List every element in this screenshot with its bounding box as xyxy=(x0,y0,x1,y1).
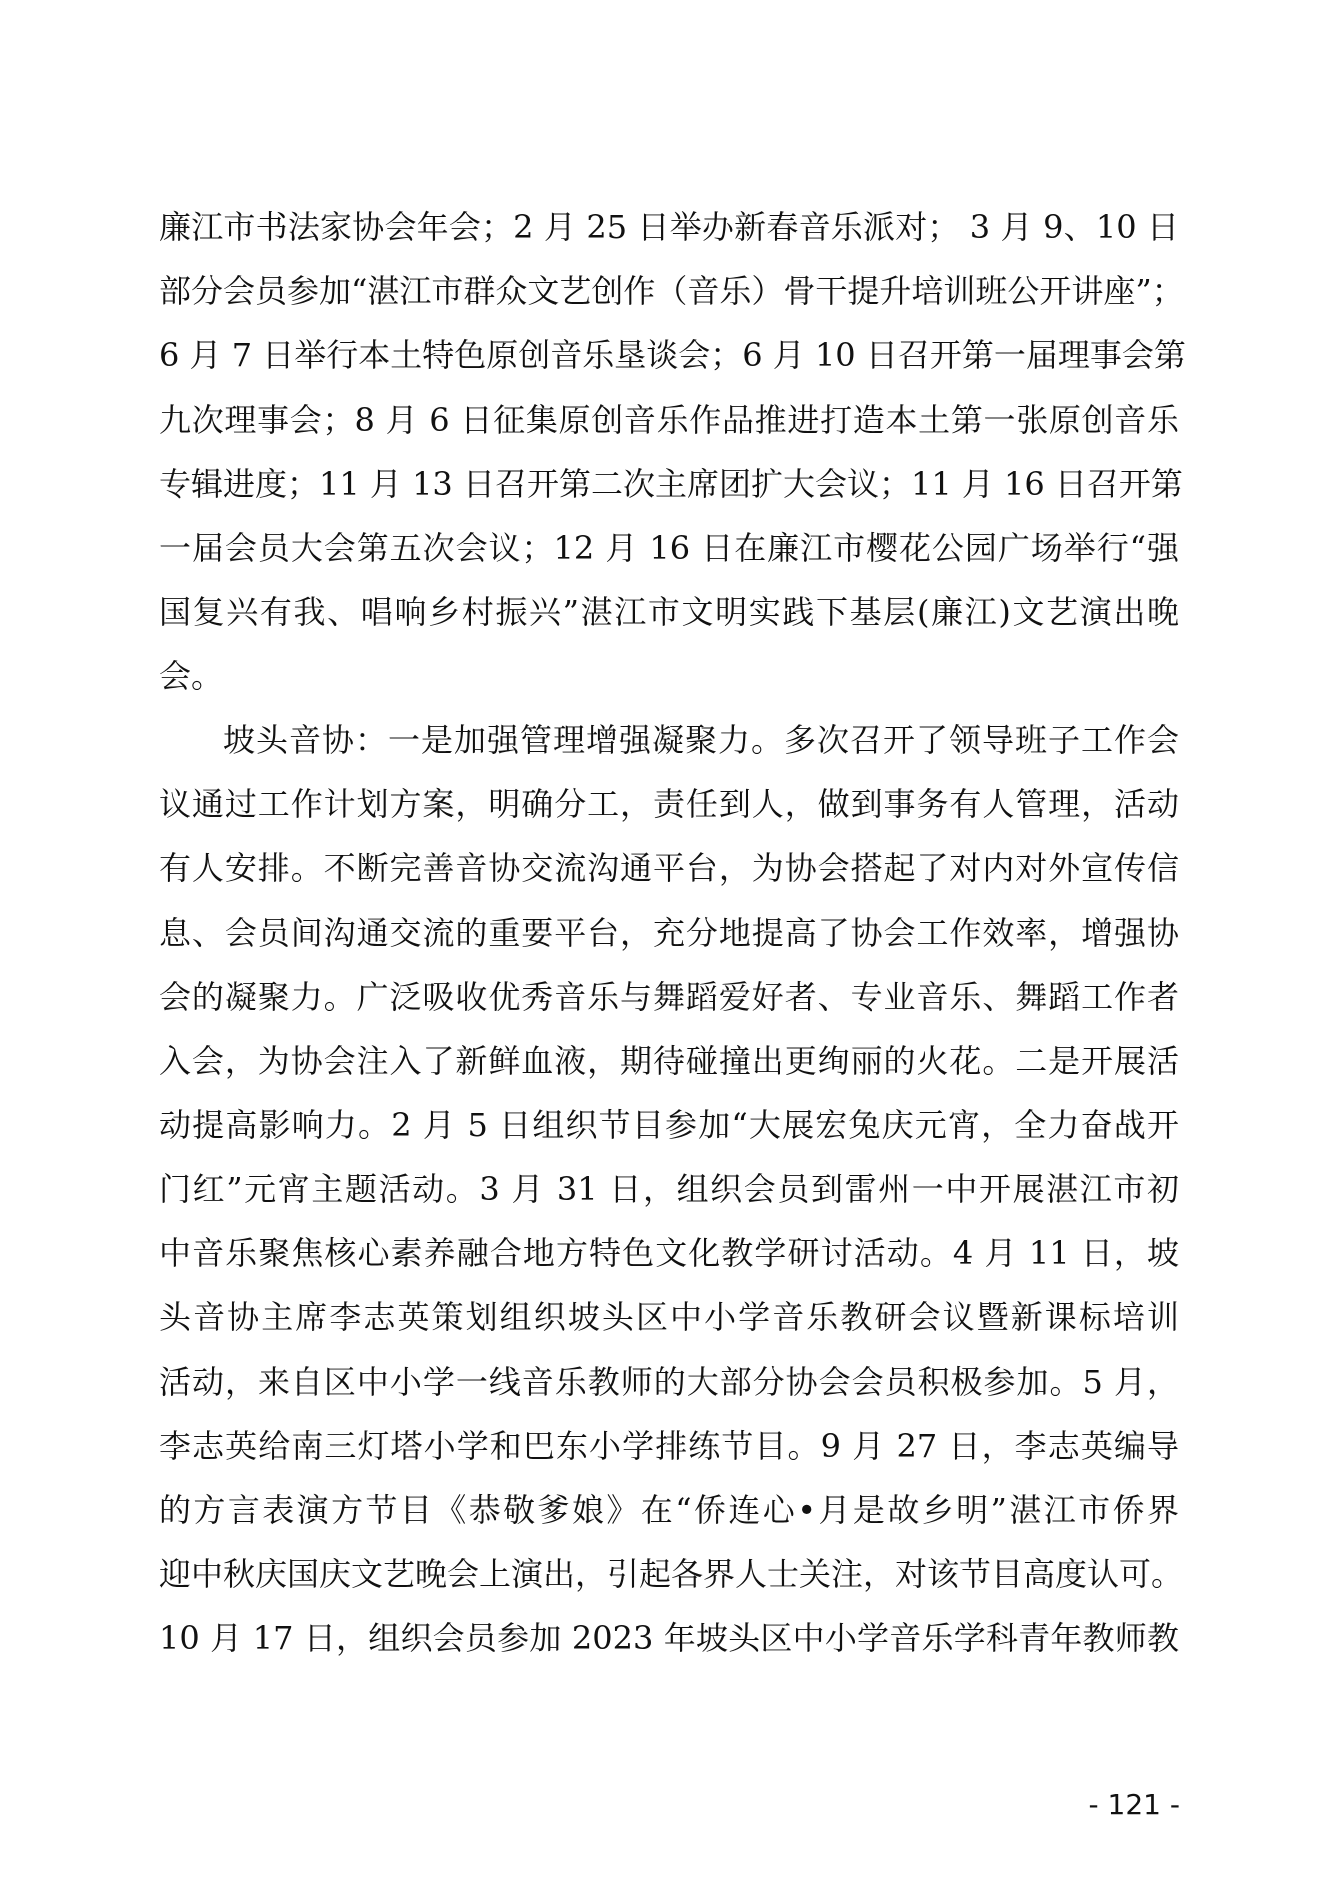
text-line: 有人安排。不断完善音协交流沟通平台，为协会搭起了对内对外宣传信 xyxy=(159,849,1179,887)
text-line: 入会，为协会注入了新鲜血液，期待碰撞出更绚丽的火花。二是开展活 xyxy=(159,1042,1179,1080)
text-line: 会的凝聚力。广泛吸收优秀音乐与舞蹈爱好者、专业音乐、舞蹈工作者 xyxy=(159,978,1179,1016)
text-line: 部分会员参加“湛江市群众文艺创作（音乐）骨干提升培训班公开讲座”； xyxy=(159,272,1184,310)
text-line: 廉江市书法家协会年会；2 月 25 日举办新春音乐派对； 3 月 9、10 日 xyxy=(159,208,1179,246)
text-line: 一届会员大会第五次会议；12 月 16 日在廉江市樱花公园广场举行“强 xyxy=(159,529,1179,567)
text-line: 李志英给南三灯塔小学和巴东小学排练节目。9 月 27 日，李志英编导 xyxy=(159,1427,1179,1465)
text-line: 门红”元宵主题活动。3 月 31 日，组织会员到雷州一中开展湛江市初 xyxy=(159,1170,1179,1208)
text-line: 迎中秋庆国庆文艺晚会上演出，引起各界人士关注，对该节目高度认可。 xyxy=(159,1555,1184,1593)
page-number: - 121 - xyxy=(1088,1788,1180,1821)
text-line: 头音协主席李志英策划组织坡头区中小学音乐教研会议暨新课标培训 xyxy=(159,1298,1179,1336)
paragraph-first-line: 坡头音协：一是加强管理增强凝聚力。多次召开了领导班子工作会 xyxy=(223,721,1179,759)
text-line: 活动，来自区中小学一线音乐教师的大部分协会会员积极参加。5 月， xyxy=(159,1363,1179,1401)
text-line: 6 月 7 日举行本土特色原创音乐垦谈会；6 月 10 日召开第一届理事会第 xyxy=(159,336,1186,374)
text-line: 中音乐聚焦核心素养融合地方特色文化教学研讨活动。4 月 11 日，坡 xyxy=(159,1234,1179,1272)
text-line: 动提高影响力。2 月 5 日组织节目参加“大展宏兔庆元宵，全力奋战开 xyxy=(159,1106,1179,1144)
text-line: 国复兴有我、唱响乡村振兴”湛江市文明实践下基层(廉江)文艺演出晚 xyxy=(159,593,1179,631)
text-line: 会。 xyxy=(159,657,224,695)
text-line: 专辑进度；11 月 13 日召开第二次主席团扩大会议；11 月 16 日召开第 xyxy=(159,465,1183,503)
text-line: 息、会员间沟通交流的重要平台，充分地提高了协会工作效率，增强协 xyxy=(159,914,1179,952)
text-line: 的方言表演方节目《恭敬爹娘》在“侨连心•月是故乡明”湛江市侨界 xyxy=(159,1491,1179,1529)
text-line: 议通过工作计划方案，明确分工，责任到人，做到事务有人管理，活动 xyxy=(159,785,1179,823)
text-line: 九次理事会；8 月 6 日征集原创音乐作品推进打造本土第一张原创音乐 xyxy=(159,401,1179,439)
text-line: 10 月 17 日，组织会员参加 2023 年坡头区中小学音乐学科青年教师教 xyxy=(159,1619,1179,1657)
